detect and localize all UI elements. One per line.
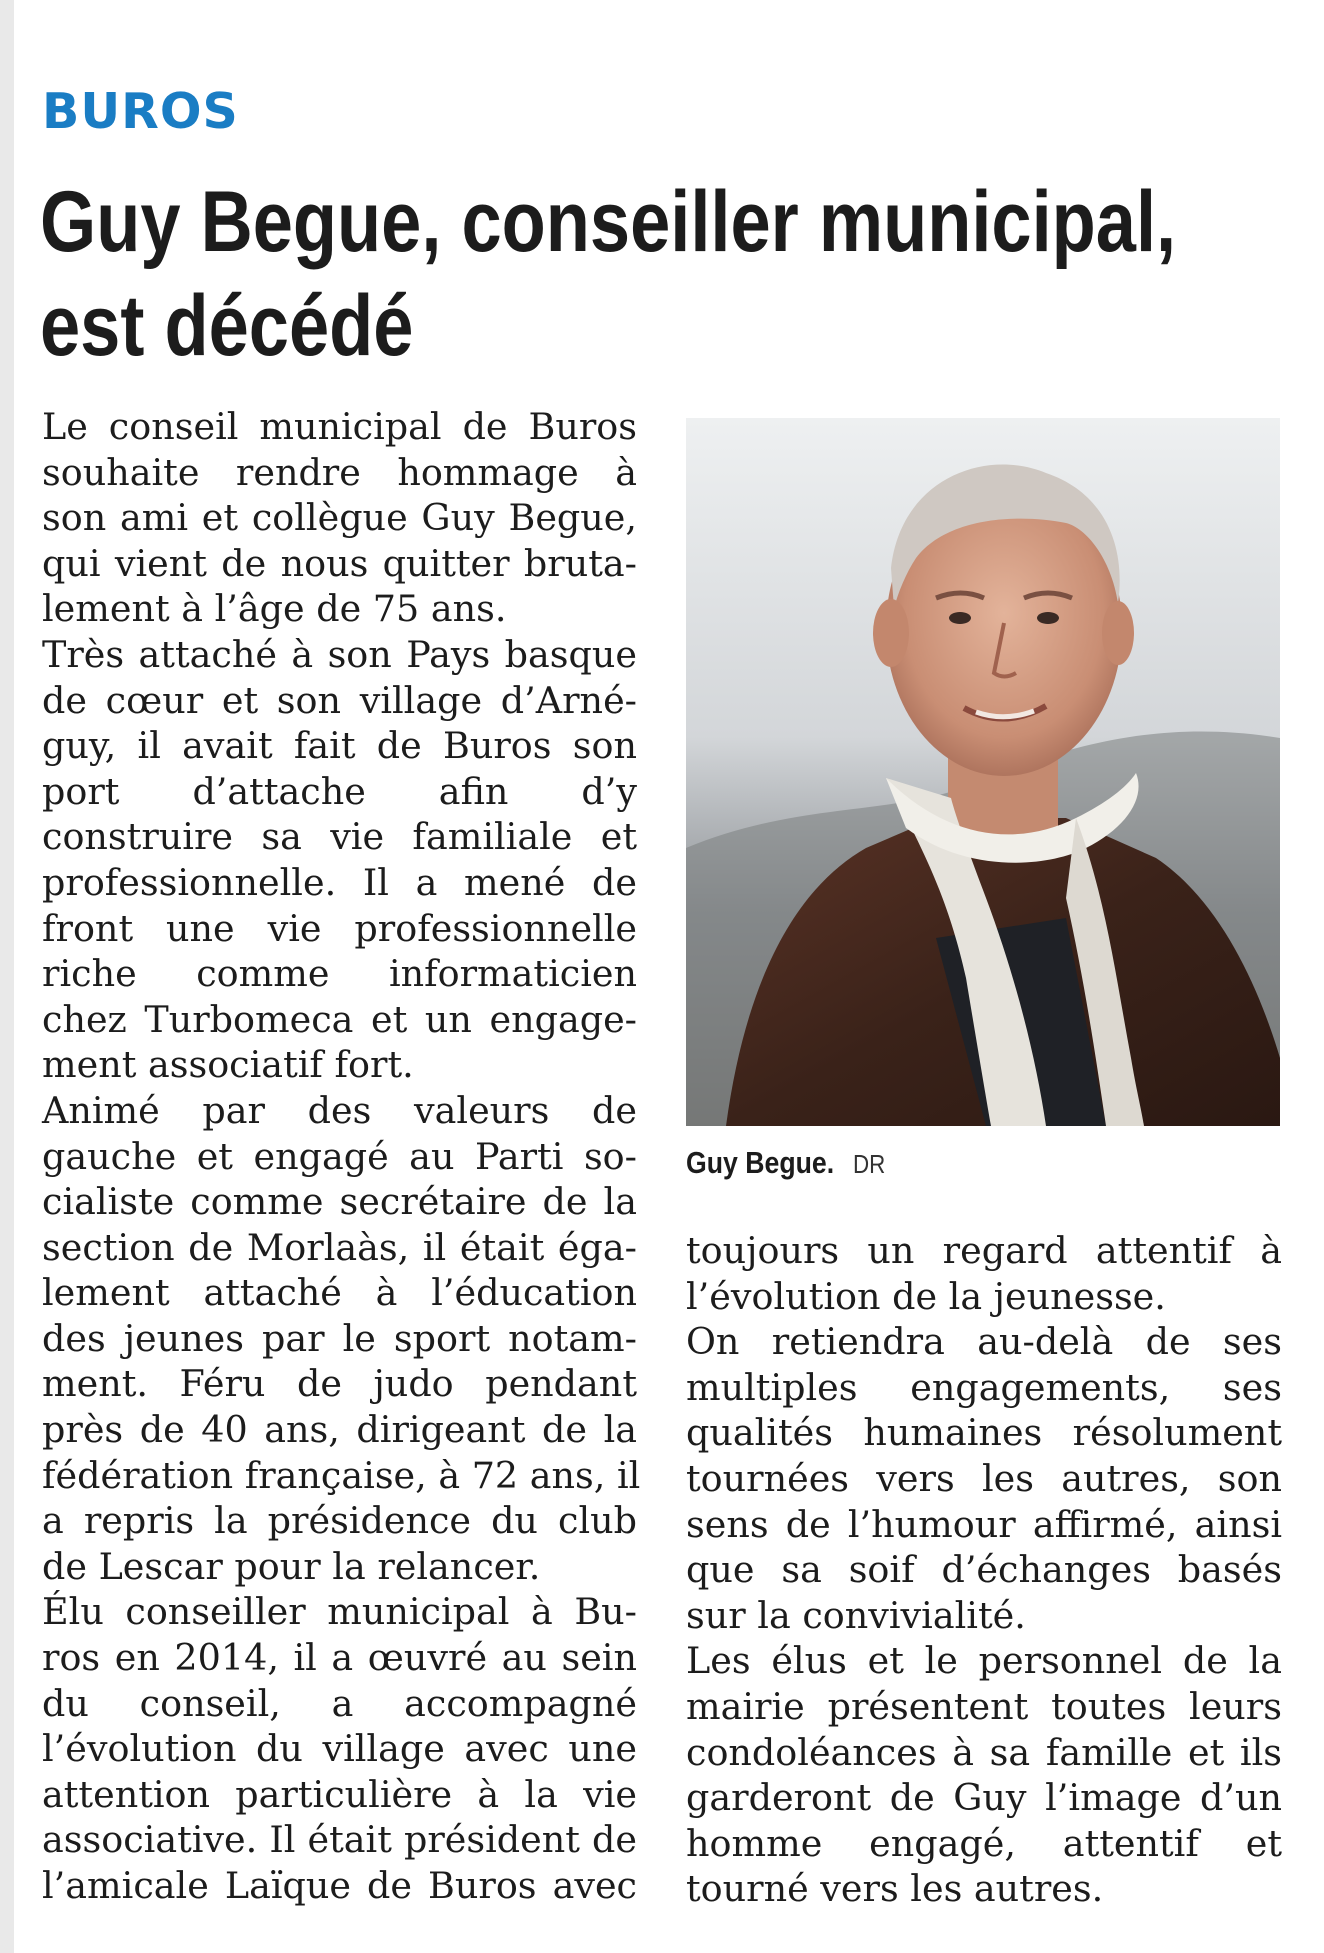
- portrait-photo-image: [686, 418, 1280, 1126]
- body-text-line: l’amicale Laïque de Buros avec: [42, 1864, 637, 1907]
- body-text-line: Animé par des valeurs de: [42, 1088, 637, 1132]
- body-text-line: a repris la présidence du club: [42, 1499, 637, 1543]
- body-text-line: front une vie professionnelle: [42, 906, 637, 950]
- body-text-line: riche comme informaticien: [42, 952, 637, 996]
- body-text-line: Élu conseiller municipal à Bu-: [42, 1590, 637, 1634]
- caption-name: Guy Begue.: [686, 1145, 835, 1180]
- body-text-line: de cœur et son village d’Arné-: [42, 678, 637, 722]
- section-kicker: BUROS: [42, 83, 239, 140]
- photo-caption: [686, 1143, 890, 1184]
- headline: [40, 170, 1177, 378]
- body-text-line: que sa soif d’échanges basés: [686, 1548, 1282, 1592]
- body-text-line: homme engagé, attentif et: [686, 1821, 1282, 1865]
- body-text-line: professionnelle. Il a mené de: [42, 860, 637, 904]
- body-text-line: port d’attache afin d’y: [42, 769, 637, 813]
- body-text-line: des jeunes par le sport notam-: [42, 1316, 637, 1360]
- body-text-line: guy, il avait fait de Buros son: [42, 724, 637, 768]
- body-column-left: [42, 404, 641, 1909]
- portrait-photo: [686, 418, 1280, 1126]
- body-text-line: section de Morlaàs, il était éga-: [42, 1225, 637, 1269]
- body-text-line: ment associatif fort.: [42, 1043, 414, 1087]
- headline-line: Guy Begue, conseiller municipal,: [40, 174, 1177, 270]
- body-text-line: attention particulière à la vie: [42, 1772, 637, 1816]
- body-text-line: garderont de Guy l’image d’un: [686, 1776, 1282, 1820]
- body-text-line: souhaite rendre hommage à: [42, 450, 637, 494]
- body-text-line: du conseil, a accompagné: [42, 1681, 637, 1725]
- body-text-line: de Lescar pour la relancer.: [42, 1544, 541, 1588]
- body-text-line: Très attaché à son Pays basque: [42, 632, 637, 676]
- page-edge: [0, 0, 14, 1953]
- body-text-line: sens de l’humour affirmé, ainsi: [686, 1502, 1282, 1546]
- body-text-line: l’évolution du village avec une: [42, 1727, 637, 1771]
- body-text-line: multiples engagements, ses: [686, 1365, 1282, 1409]
- body-text-line: construire sa vie familiale et: [42, 815, 637, 859]
- headline-line: est décédé: [40, 278, 414, 374]
- caption-credit: DR: [852, 1149, 886, 1179]
- body-text-line: ros en 2014, il a œuvré au sein: [42, 1636, 637, 1680]
- body-text-line: mairie présentent toutes leurs: [686, 1684, 1282, 1728]
- body-column-right: [686, 1228, 1282, 1912]
- body-text-line: Les élus et le personnel de la: [686, 1639, 1282, 1683]
- body-text-line: qui vient de nous quitter bruta-: [42, 541, 637, 585]
- body-text-line: sur la convivialité.: [686, 1593, 1026, 1637]
- body-text-line: l’évolution de la jeunesse.: [686, 1274, 1166, 1318]
- body-text-line: ment. Féru de judo pendant: [42, 1362, 637, 1406]
- body-text-line: toujours un regard attentif à: [686, 1229, 1282, 1272]
- body-text-line: On retiendra au-delà de ses: [686, 1320, 1282, 1364]
- body-text-line: près de 40 ans, dirigeant de la: [42, 1408, 637, 1452]
- body-text-line: chez Turbomeca et un engage-: [42, 997, 637, 1041]
- body-text-line: fédération française, à 72 ans, il: [42, 1453, 641, 1497]
- body-text-line: tournées vers les autres, son: [686, 1456, 1282, 1500]
- body-text-line: Le conseil municipal de Buros: [42, 405, 637, 448]
- body-text-line: cialiste comme secrétaire de la: [42, 1180, 637, 1224]
- body-text-line: tourné vers les autres.: [686, 1867, 1104, 1911]
- body-text-line: lement attaché à l’éducation: [42, 1271, 637, 1315]
- body-text-line: gauche et engagé au Parti so-: [42, 1134, 637, 1178]
- body-text-line: associative. Il était président de: [42, 1818, 637, 1862]
- body-text-line: lement à l’âge de 75 ans.: [42, 587, 507, 631]
- body-text-line: son ami et collègue Guy Begue,: [42, 496, 637, 540]
- body-text-line: qualités humaines résolument: [686, 1411, 1282, 1455]
- body-text-line: condoléances à sa famille et ils: [686, 1730, 1282, 1774]
